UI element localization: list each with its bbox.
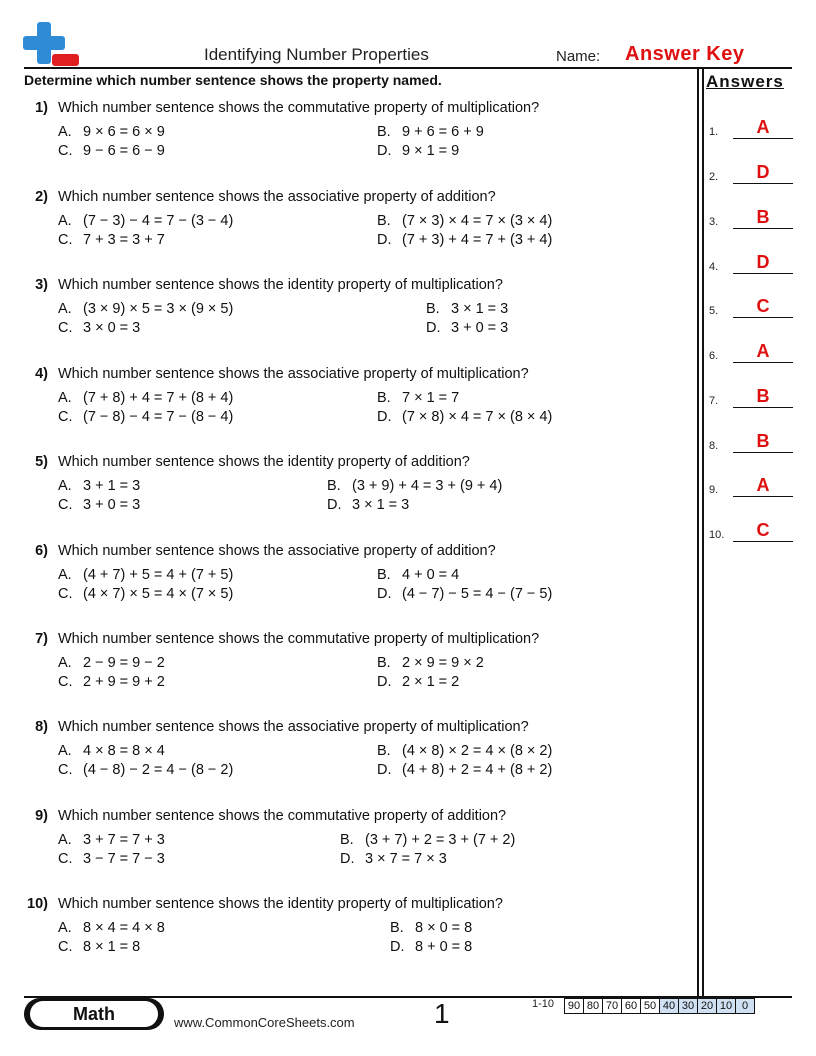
- answer-row-6: [709, 341, 793, 363]
- option-text: (7 × 8) × 4 = 7 × (8 × 4): [402, 409, 553, 425]
- question-number: 2): [35, 189, 48, 205]
- option-b[interactable]: [390, 920, 472, 936]
- score-cell: 0: [736, 999, 755, 1014]
- question-text: Which number sentence shows the commutative property of multiplication?: [58, 100, 540, 116]
- question-3: [24, 277, 694, 347]
- option-text: (3 + 9) + 4 = 3 + (9 + 4): [352, 478, 503, 494]
- option-text: 3 + 7 = 7 + 3: [83, 832, 165, 848]
- answer-blank-line: [733, 407, 793, 408]
- instructions: Determine which number sentence shows the property named.: [24, 72, 442, 88]
- option-text: (4 − 7) − 5 = 4 − (7 − 5): [402, 586, 553, 602]
- option-text: 2 × 1 = 2: [402, 674, 460, 690]
- option-d[interactable]: [340, 851, 447, 867]
- option-b[interactable]: [377, 655, 484, 671]
- option-text: 3 × 7 = 7 × 3: [365, 851, 447, 867]
- plus-minus-logo-icon: [22, 22, 80, 68]
- answers-heading: Answers: [706, 72, 784, 91]
- score-cell: 30: [679, 999, 698, 1014]
- option-label: C.: [58, 232, 73, 248]
- option-c[interactable]: [58, 497, 140, 513]
- option-a[interactable]: [58, 655, 165, 671]
- page-title: Identifying Number Properties: [204, 45, 429, 64]
- option-label: A.: [58, 567, 72, 583]
- option-b[interactable]: [377, 213, 552, 229]
- option-text: 2 + 9 = 9 + 2: [83, 674, 165, 690]
- option-label: D.: [426, 320, 441, 336]
- question-number: 10): [27, 896, 48, 912]
- answer-number: 5.: [709, 305, 719, 317]
- question-text: Which number sentence shows the commutative property of addition?: [58, 808, 507, 824]
- option-text: 3 + 1 = 3: [83, 478, 141, 494]
- answer-letter[interactable]: B: [756, 431, 770, 451]
- option-label: A.: [58, 832, 72, 848]
- option-label: D.: [390, 939, 405, 955]
- option-label: C.: [58, 674, 73, 690]
- answer-row-1: [709, 117, 793, 139]
- option-label: C.: [58, 320, 73, 336]
- option-label: A.: [58, 478, 72, 494]
- option-text: 9 − 6 = 6 − 9: [83, 143, 165, 159]
- answer-key-label: Answer Key: [625, 43, 745, 65]
- option-text: (7 − 8) − 4 = 7 − (8 − 4): [83, 409, 234, 425]
- answer-number: 6.: [709, 350, 719, 362]
- name-label: Name:: [556, 48, 601, 65]
- option-text: (7 + 8) + 4 = 7 + (8 + 4): [83, 390, 234, 406]
- option-text: 7 + 3 = 3 + 7: [83, 232, 165, 248]
- page-number: 1: [434, 998, 450, 1029]
- option-c[interactable]: [58, 232, 165, 248]
- option-text: 8 × 4 = 4 × 8: [83, 920, 165, 936]
- score-table: [564, 998, 755, 1014]
- answer-blank-line: [733, 496, 793, 497]
- option-a[interactable]: [58, 301, 233, 317]
- question-7: [24, 631, 694, 701]
- option-a[interactable]: [58, 124, 165, 140]
- option-label: B.: [377, 743, 391, 759]
- score-cell: 80: [584, 999, 603, 1014]
- question-number: 1): [35, 100, 48, 116]
- score-cell: 20: [698, 999, 717, 1014]
- question-6: [24, 543, 694, 613]
- answer-number: 1.: [709, 126, 719, 138]
- option-label: C.: [58, 762, 73, 778]
- option-label: C.: [58, 939, 73, 955]
- answer-row-9: [709, 475, 793, 497]
- option-label: B.: [340, 832, 354, 848]
- option-text: 9 × 1 = 9: [402, 143, 460, 159]
- answer-row-10: [709, 520, 793, 542]
- option-label: D.: [377, 586, 392, 602]
- option-c[interactable]: [58, 320, 140, 336]
- answer-blank-line: [733, 541, 793, 542]
- option-text: 3 + 0 = 3: [451, 320, 509, 336]
- option-a[interactable]: [58, 832, 165, 848]
- option-c[interactable]: [58, 762, 233, 778]
- answer-row-2: [709, 162, 793, 184]
- option-label: A.: [58, 390, 72, 406]
- option-text: (4 × 8) × 2 = 4 × (8 × 2): [402, 743, 553, 759]
- option-label: A.: [58, 301, 72, 317]
- option-label: A.: [58, 124, 72, 140]
- answer-number: 2.: [709, 171, 719, 183]
- option-d[interactable]: [327, 497, 409, 513]
- score-cell: 60: [622, 999, 641, 1014]
- option-label: D.: [327, 497, 342, 513]
- option-label: D.: [377, 674, 392, 690]
- score-cell: 70: [603, 999, 622, 1014]
- option-d[interactable]: [377, 232, 552, 248]
- answer-row-4: [709, 252, 793, 274]
- answer-blank-line: [733, 273, 793, 274]
- answer-blank-line: [733, 452, 793, 453]
- option-label: B.: [377, 124, 391, 140]
- score-cell: 90: [565, 999, 584, 1014]
- option-c[interactable]: [58, 409, 233, 425]
- option-label: C.: [58, 851, 73, 867]
- question-2: [24, 189, 694, 259]
- question-text: Which number sentence shows the identity property of multiplication?: [58, 896, 503, 912]
- answer-letter[interactable]: A: [756, 117, 770, 137]
- answer-row-7: [709, 386, 793, 408]
- option-text: 9 × 6 = 6 × 9: [83, 124, 165, 140]
- website-link[interactable]: www.CommonCoreSheets.com: [174, 1015, 355, 1030]
- answer-number: 3.: [709, 216, 719, 228]
- option-text: (4 + 8) + 2 = 4 + (8 + 2): [402, 762, 553, 778]
- question-number: 8): [35, 719, 48, 735]
- option-text: 8 + 0 = 8: [415, 939, 473, 955]
- option-label: D.: [377, 232, 392, 248]
- option-text: 2 × 9 = 9 × 2: [402, 655, 484, 671]
- answer-letter[interactable]: B: [756, 386, 770, 406]
- answer-row-8: [709, 431, 793, 453]
- option-a[interactable]: [58, 743, 165, 759]
- question-text: Which number sentence shows the associative property of addition?: [58, 189, 496, 205]
- option-text: 4 × 8 = 8 × 4: [83, 743, 165, 759]
- question-5: [24, 454, 694, 524]
- option-b[interactable]: [327, 478, 502, 494]
- option-label: B.: [377, 655, 391, 671]
- option-text: 3 × 1 = 3: [451, 301, 509, 317]
- option-c[interactable]: [58, 143, 165, 159]
- option-label: B.: [377, 567, 391, 583]
- answer-letter[interactable]: A: [756, 341, 770, 361]
- option-text: (7 + 3) + 4 = 7 + (3 + 4): [402, 232, 553, 248]
- answer-blank-line: [733, 228, 793, 229]
- option-d[interactable]: [377, 674, 459, 690]
- option-d[interactable]: [377, 586, 552, 602]
- question-number: 5): [35, 454, 48, 470]
- question-text: Which number sentence shows the associative property of addition?: [58, 543, 496, 559]
- option-label: B.: [327, 478, 341, 494]
- option-c[interactable]: [58, 586, 233, 602]
- option-label: B.: [390, 920, 404, 936]
- option-label: A.: [58, 743, 72, 759]
- question-number: 7): [35, 631, 48, 647]
- option-a[interactable]: [58, 567, 233, 583]
- answer-letter[interactable]: D: [756, 162, 770, 182]
- question-number: 4): [35, 366, 48, 382]
- option-text: 9 + 6 = 6 + 9: [402, 124, 484, 140]
- question-1: [24, 100, 694, 170]
- answer-letter[interactable]: C: [756, 520, 770, 540]
- answer-row-5: [709, 296, 793, 318]
- question-9: [24, 808, 694, 878]
- option-label: B.: [377, 213, 391, 229]
- question-number: 6): [35, 543, 48, 559]
- option-d[interactable]: [377, 409, 552, 425]
- answer-letter[interactable]: D: [756, 252, 770, 272]
- answer-blank-line: [733, 138, 793, 139]
- option-b[interactable]: [426, 301, 508, 317]
- option-text: 3 − 7 = 7 − 3: [83, 851, 165, 867]
- answer-letter[interactable]: B: [756, 207, 770, 227]
- option-label: D.: [377, 409, 392, 425]
- question-10: [24, 896, 694, 966]
- score-row: [565, 999, 755, 1014]
- option-a[interactable]: [58, 213, 233, 229]
- answer-blank-line: [733, 362, 793, 363]
- option-text: 3 + 0 = 3: [83, 497, 141, 513]
- option-b[interactable]: [377, 743, 552, 759]
- option-c[interactable]: [58, 674, 165, 690]
- answer-number: 9.: [709, 484, 719, 496]
- column-divider: [697, 68, 699, 996]
- question-text: Which number sentence shows the associative property of multiplication?: [58, 719, 529, 735]
- option-text: (4 × 7) × 5 = 4 × (7 × 5): [83, 586, 234, 602]
- option-b[interactable]: [340, 832, 515, 848]
- option-text: 7 × 1 = 7: [402, 390, 460, 406]
- option-d[interactable]: [377, 143, 459, 159]
- question-4: [24, 366, 694, 436]
- score-cell: 10: [717, 999, 736, 1014]
- score-cell: 50: [641, 999, 660, 1014]
- question-text: Which number sentence shows the associative property of multiplication?: [58, 366, 529, 382]
- option-label: C.: [58, 586, 73, 602]
- option-label: A.: [58, 655, 72, 671]
- option-text: (7 − 3) − 4 = 7 − (3 − 4): [83, 213, 234, 229]
- option-a[interactable]: [58, 478, 140, 494]
- answer-row-3: [709, 207, 793, 229]
- option-text: (7 × 3) × 4 = 7 × (3 × 4): [402, 213, 553, 229]
- option-text: (4 − 8) − 2 = 4 − (8 − 2): [83, 762, 234, 778]
- option-label: C.: [58, 143, 73, 159]
- option-c[interactable]: [58, 939, 140, 955]
- answer-blank-line: [733, 317, 793, 318]
- option-text: 8 × 0 = 8: [415, 920, 473, 936]
- option-a[interactable]: [58, 920, 165, 936]
- option-d[interactable]: [426, 320, 508, 336]
- option-label: B.: [377, 390, 391, 406]
- question-number: 9): [35, 808, 48, 824]
- option-text: 4 + 0 = 4: [402, 567, 460, 583]
- option-label: A.: [58, 213, 72, 229]
- answer-number: 4.: [709, 261, 719, 273]
- header-rule: [24, 67, 792, 69]
- option-c[interactable]: [58, 851, 165, 867]
- option-text: 3 × 1 = 3: [352, 497, 410, 513]
- question-text: Which number sentence shows the identity property of multiplication?: [58, 277, 503, 293]
- answer-number: 7.: [709, 395, 719, 407]
- answer-number: 8.: [709, 440, 719, 452]
- option-text: (4 + 7) + 5 = 4 + (7 + 5): [83, 567, 234, 583]
- question-text: Which number sentence shows the commutative property of multiplication?: [58, 631, 540, 647]
- option-text: (3 × 9) × 5 = 3 × (9 × 5): [83, 301, 234, 317]
- option-label: D.: [377, 762, 392, 778]
- subject-label: Math: [30, 1001, 158, 1027]
- option-text: 2 − 9 = 9 − 2: [83, 655, 165, 671]
- question-number: 3): [35, 277, 48, 293]
- option-d[interactable]: [377, 762, 552, 778]
- option-label: C.: [58, 497, 73, 513]
- score-cell: 40: [660, 999, 679, 1014]
- question-text: Which number sentence shows the identity property of addition?: [58, 454, 470, 470]
- option-a[interactable]: [58, 390, 233, 406]
- option-label: B.: [426, 301, 440, 317]
- column-divider: [702, 68, 704, 996]
- option-label: A.: [58, 920, 72, 936]
- question-8: [24, 719, 694, 789]
- score-range-label: 1-10: [532, 998, 555, 1010]
- answer-letter[interactable]: A: [756, 475, 770, 495]
- option-text: 3 × 0 = 3: [83, 320, 141, 336]
- option-label: D.: [377, 143, 392, 159]
- option-d[interactable]: [390, 939, 472, 955]
- option-b[interactable]: [377, 390, 459, 406]
- option-b[interactable]: [377, 124, 484, 140]
- option-text: 8 × 1 = 8: [83, 939, 141, 955]
- option-b[interactable]: [377, 567, 459, 583]
- option-label: D.: [340, 851, 355, 867]
- answer-blank-line: [733, 183, 793, 184]
- answer-number: 10.: [709, 529, 725, 541]
- option-label: C.: [58, 409, 73, 425]
- answer-letter[interactable]: C: [756, 296, 770, 316]
- option-text: (3 + 7) + 2 = 3 + (7 + 2): [365, 832, 516, 848]
